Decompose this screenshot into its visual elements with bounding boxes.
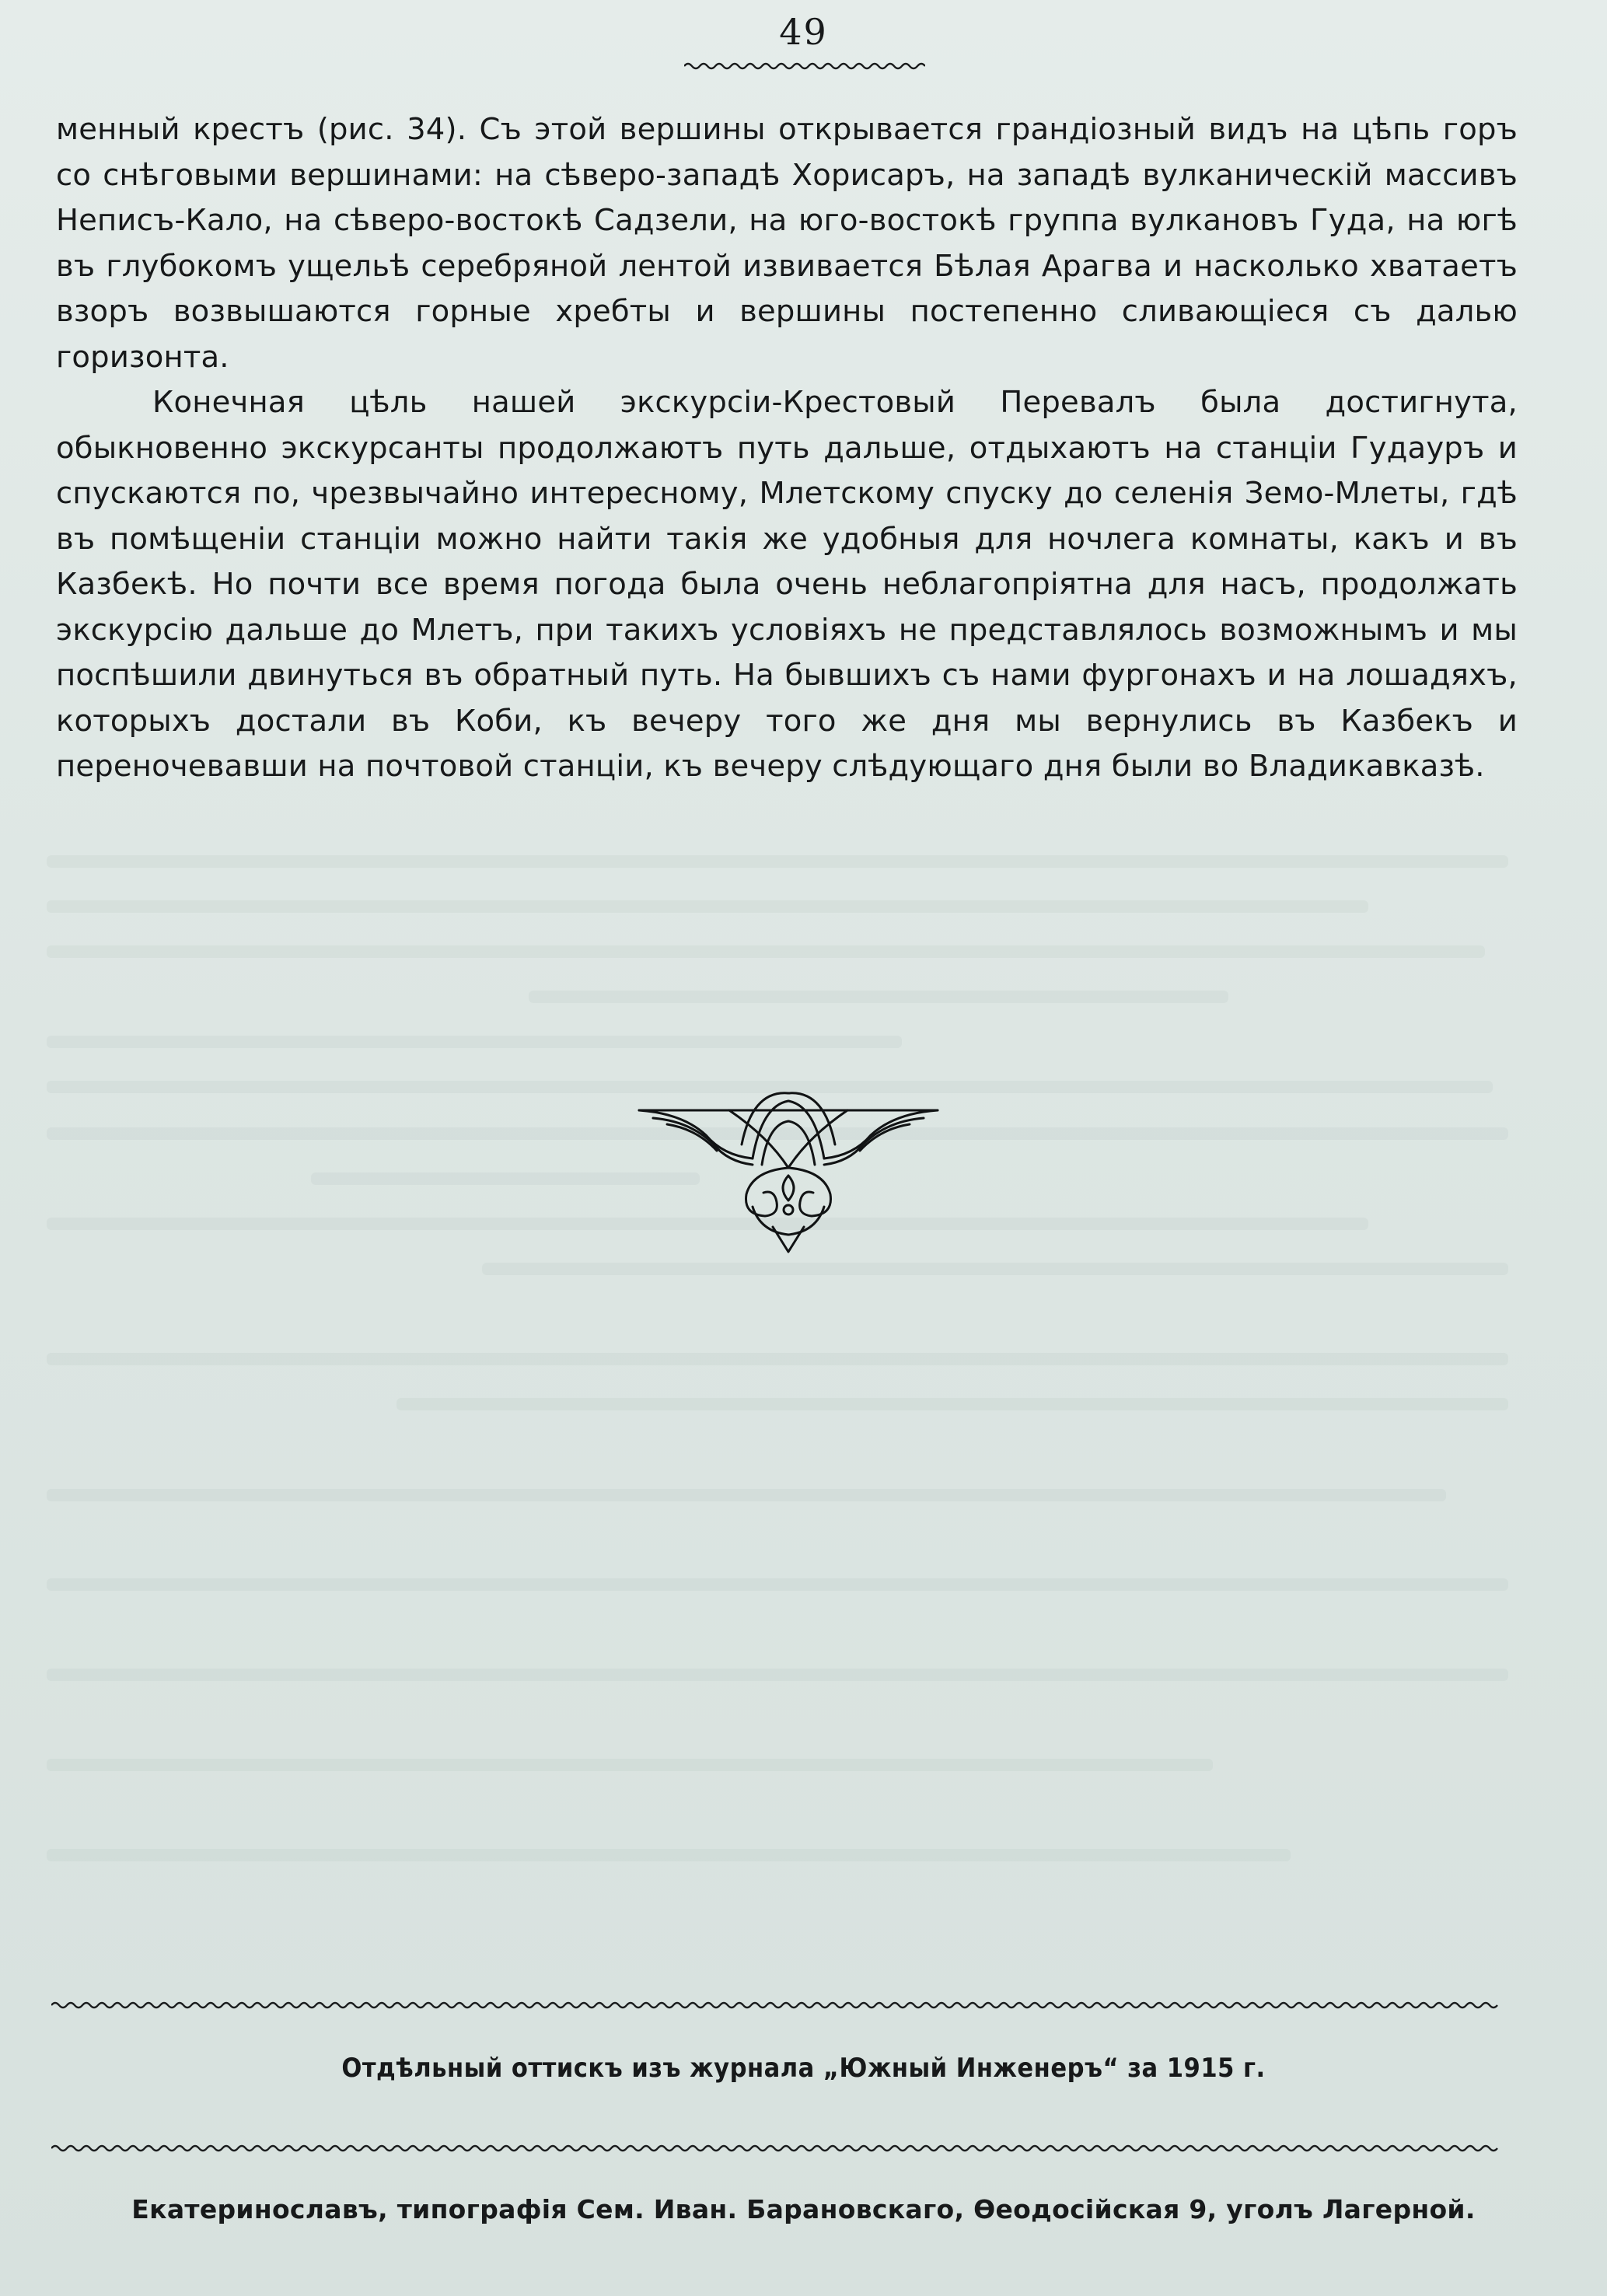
printer-imprint: Екатеринославъ, типографія Сем. Иван. Барановскаго, Ѳеодосійская 9, уголъ Лагерной. <box>131 2194 1476 2224</box>
offprint-note: Отдѣльный оттискъ изъ журнала „Южный Инженеръ“ за 1915 г. <box>341 2053 1266 2084</box>
body-text <box>56 107 1518 790</box>
decorative-ornament-icon <box>636 1090 941 1255</box>
bleed-through-shadow <box>47 855 1524 1928</box>
paragraph-1: менный крестъ (рис. 34). Съ этой вершины открывается грандіозный видъ на цѣпь горъ со снѣговыми вершинами: на сѣверо-западѣ Хорисаръ, на западѣ вулканическій массивъ Неписъ-Кало, на сѣверо-востокѣ Садзели, на юго-востокѣ группа вулкановъ Гуда, на югѣ въ глубокомъ ущельѣ серебряной лентой извивается Бѣлая Арагва и насколько хватаетъ взоръ возвышаются горные хребты и вершины постепенно сливающіеся съ далью горизонта. <box>56 112 1518 375</box>
paragraph-2: Конечная цѣль нашей экскурсіи-Крестовый Перевалъ была достигнута, обыкновенно экскурсанты продолжаютъ путь дальше, отдыхаютъ на станціи Гудауръ и спускаются по, чрезвычайно интересному, Млетскому спуску до селенія Земо-Млеты, гдѣ въ помѣщеніи станціи можно найти такія же удобныя для ночлега комнаты, какъ и въ Казбекѣ. Но почти все время погода была очень неблагопріятна для насъ, продолжать экскурсію дальше до Млетъ, при такихъ условіяхъ не представлялось возможнымъ и мы поспѣшили двинуться въ обратный путь. На бывшихъ съ нами фургонахъ и на лошадяхъ, которыхъ достали въ Коби, къ вечеру того же дня мы вернулись въ Казбекъ и переночевавши на почтовой станціи, къ вечеру слѣдующаго дня были во Владикавказѣ. <box>56 385 1518 784</box>
separator-wavy-rule-bottom <box>51 2143 1501 2154</box>
header-wavy-rule <box>684 61 925 72</box>
page-number: 49 <box>779 11 828 53</box>
separator-wavy-rule-top <box>51 2000 1501 2011</box>
